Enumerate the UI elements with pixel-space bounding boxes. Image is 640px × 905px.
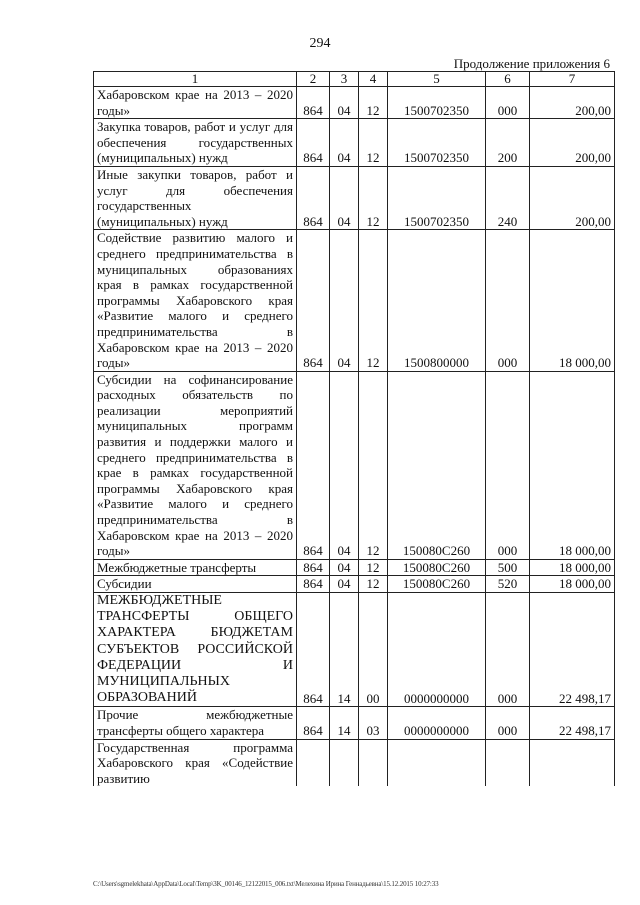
file-path-footer: C:\Users\sgmelekhata\AppData\Local\Temp\3K_00146_12122015_006.txt\Мелехина Ирина Геннадьевна\15.12.2015 10:27:33 [93,880,439,888]
subsection-code-cell: 12 [359,576,388,593]
table-row [94,87,615,119]
expense-type-cell: 000 [486,87,530,119]
amount-cell: 18 000,00 [530,230,615,371]
table-row [94,371,615,559]
table-row [94,739,615,786]
column-header: 7 [530,72,615,87]
column-header: 5 [388,72,486,87]
target-article-cell: 150080C260 [388,559,486,576]
expense-type-cell: 000 [486,230,530,371]
ministry-code-cell: 864 [297,593,330,707]
section-code-cell: 14 [330,707,359,739]
item-name-cell: Иные закупки товаров, работ и услуг для обеспечения государственных (муниципальных) нужд [94,166,297,229]
item-name-cell: Субсидии [94,576,297,593]
ministry-code-cell [297,739,330,786]
expense-type-cell: 000 [486,707,530,739]
target-article-cell: 150080C260 [388,371,486,559]
ministry-code-cell: 864 [297,371,330,559]
amount-cell: 200,00 [530,87,615,119]
expense-type-cell: 000 [486,371,530,559]
section-code-cell: 04 [330,87,359,119]
section-code-cell: 04 [330,119,359,167]
target-article-cell: 1500702350 [388,119,486,167]
expense-type-cell: 240 [486,166,530,229]
expense-type-cell: 520 [486,576,530,593]
target-article-cell: 1500800000 [388,230,486,371]
subsection-code-cell: 12 [359,87,388,119]
amount-cell: 200,00 [530,119,615,167]
amount-cell: 200,00 [530,166,615,229]
target-article-cell: 0000000000 [388,593,486,707]
table-row [94,559,615,576]
target-article-cell [388,739,486,786]
target-article-cell: 1500702350 [388,166,486,229]
expense-type-cell: 000 [486,593,530,707]
table-row [94,166,615,229]
amount-cell: 22 498,17 [530,593,615,707]
section-code-cell [330,739,359,786]
table-row [94,707,615,739]
amount-cell: 18 000,00 [530,371,615,559]
item-name-cell: Содействие развитию малого и среднего предпринимательства в муниципальных образованиях края в рамках государственной программы Хабаровского края «Развитие малого и среднего предпринимательства в Хабаровском крае на 2013 – 2020 годы» [94,230,297,371]
column-header: 1 [94,72,297,87]
subsection-code-cell: 12 [359,559,388,576]
ministry-code-cell: 864 [297,166,330,229]
ministry-code-cell: 864 [297,119,330,167]
subsection-code-cell: 12 [359,119,388,167]
section-code-cell: 04 [330,576,359,593]
page-number: 294 [309,36,331,51]
amount-cell: 18 000,00 [530,576,615,593]
column-header: 6 [486,72,530,87]
table-row [94,593,615,707]
item-name-cell: Субсидии на софинансирование расходных обязательств по реализации мероприятий муниципальных программ развития и поддержки малого и среднего предпринимательства в крае в рамках государственной программы Хабаровского края «Развитие малого и среднего предпринимательства в Хабаровском крае на 2013 – 2020 годы» [94,371,297,559]
ministry-code-cell: 864 [297,230,330,371]
appendix-continuation-label: Продолжение приложения 6 [453,56,610,71]
target-article-cell: 1500702350 [388,87,486,119]
amount-cell: 22 498,17 [530,707,615,739]
subsection-code-cell: 03 [359,707,388,739]
amount-cell [530,739,615,786]
item-name-cell: Государственная программа Хабаровского края «Содействие развитию [94,739,297,786]
section-code-cell: 04 [330,166,359,229]
item-name-cell: Межбюджетные трансферты [94,559,297,576]
section-code-cell: 04 [330,559,359,576]
ministry-code-cell: 864 [297,707,330,739]
item-name-cell: МЕЖБЮДЖЕТНЫЕ ТРАНСФЕРТЫ ОБЩЕГО ХАРАКТЕРА БЮДЖЕТАМ СУБЪЕКТОВ РОССИЙСКОЙ ФЕДЕРАЦИИ И МУНИЦИПАЛЬНЫХ ОБРАЗОВАНИЙ [94,593,297,707]
subsection-code-cell: 12 [359,230,388,371]
column-header: 3 [330,72,359,87]
budget-table [93,71,615,786]
item-name-cell: Закупка товаров, работ и услуг для обеспечения государственных (муниципальных) нужд [94,119,297,167]
subsection-code-cell: 00 [359,593,388,707]
target-article-cell: 0000000000 [388,707,486,739]
section-code-cell: 14 [330,593,359,707]
expense-type-cell: 500 [486,559,530,576]
subsection-code-cell [359,739,388,786]
amount-cell: 18 000,00 [530,559,615,576]
expense-type-cell: 200 [486,119,530,167]
subsection-code-cell: 12 [359,166,388,229]
subsection-code-cell: 12 [359,371,388,559]
item-name-cell: Прочие межбюджетные трансферты общего характера [94,707,297,739]
ministry-code-cell: 864 [297,576,330,593]
target-article-cell: 150080C260 [388,576,486,593]
column-header: 4 [359,72,388,87]
ministry-code-cell: 864 [297,559,330,576]
table-row [94,230,615,371]
section-code-cell: 04 [330,371,359,559]
table-header-row [94,72,615,87]
ministry-code-cell: 864 [297,87,330,119]
item-name-cell: Хабаровском крае на 2013 – 2020 годы» [94,87,297,119]
table-row [94,119,615,167]
table-row [94,576,615,593]
expense-type-cell [486,739,530,786]
section-code-cell: 04 [330,230,359,371]
column-header: 2 [297,72,330,87]
